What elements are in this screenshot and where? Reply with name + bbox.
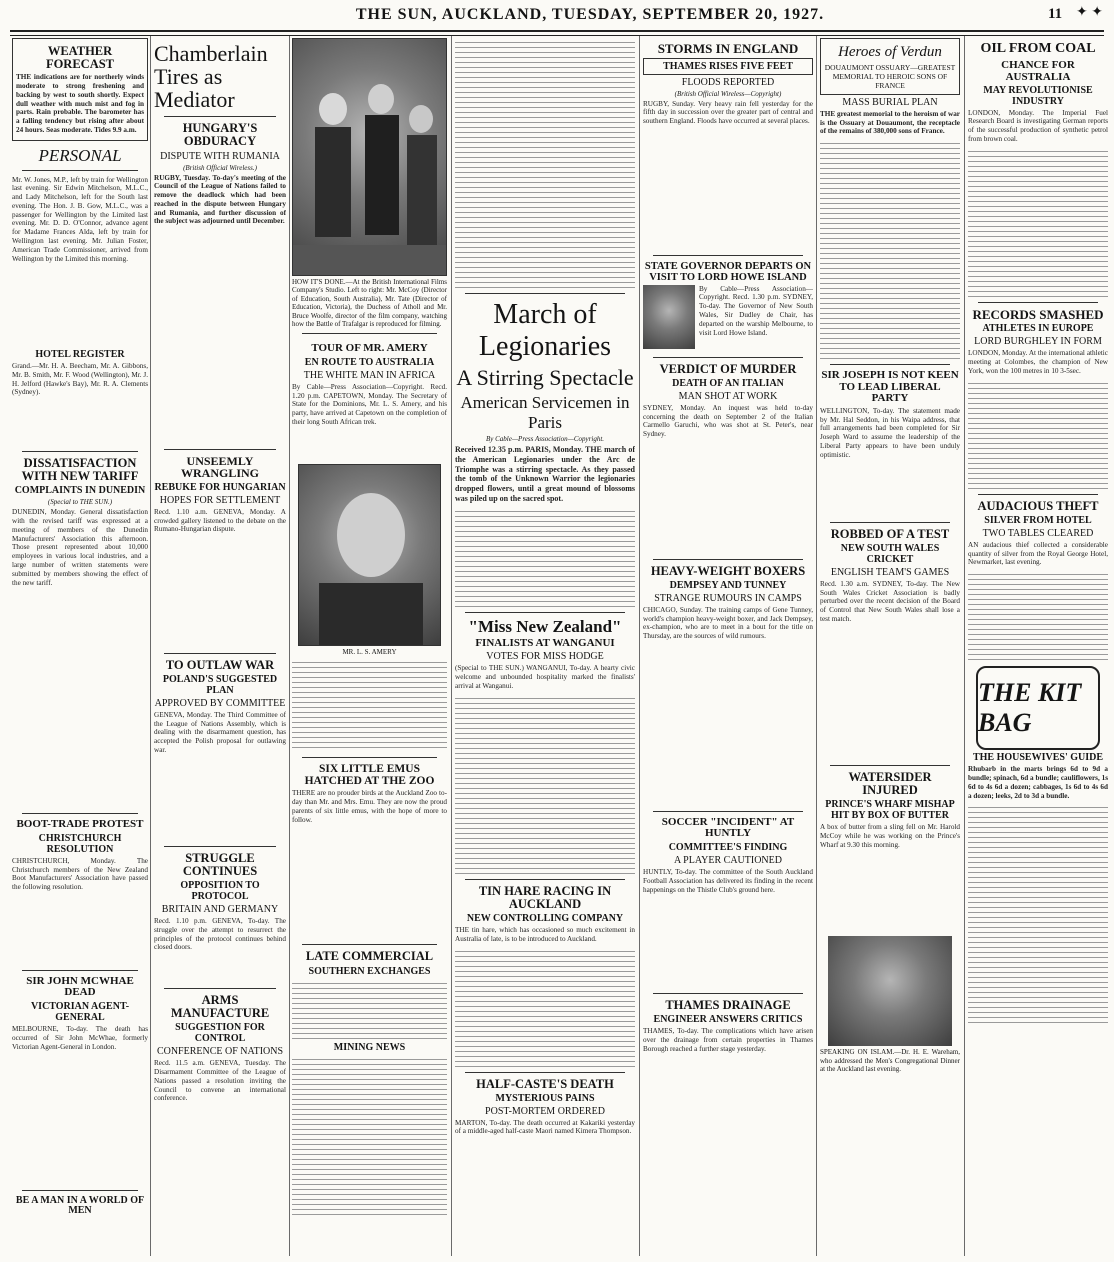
amery-deck-1: EN ROUTE TO AUSTRALIA xyxy=(304,356,435,368)
oil-deck-1: CHANCE FOR AUSTRALIA xyxy=(1001,58,1075,83)
missnz-body: (Special to THE SUN.) WANGANUI, To-day. A hearty civic welcome and unbounded hospitality marked the finalists' arrival at Wanganui. xyxy=(455,664,635,690)
page-number: 11 xyxy=(1048,6,1063,22)
oil-body: LONDON, Monday. The Imperial Fuel Research Board is investigating German reports of the successful production of synthetic petrol from brown coal. xyxy=(968,108,1108,144)
outlaw-deck-1: POLAND'S SUGGESTED PLAN xyxy=(162,673,278,696)
amery-portrait xyxy=(298,464,441,646)
divider xyxy=(164,116,276,117)
divider xyxy=(830,765,950,766)
divider xyxy=(22,170,138,171)
ornament-icon: ✦ ✦ xyxy=(1076,5,1103,20)
divider xyxy=(302,944,437,945)
thames-body: THAMES, To-day. The complications which have arisen over the drainage from certain properties in Thames Borough reached a further stage yesterday. xyxy=(643,1027,813,1053)
amery-body: By Cable—Press Association—Copyright. Recd. 1.20 p.m. CAPETOWN, Monday. The Secretary of State for the Dominions, Mr. L. S. Amery, and his party, have arrived at Capetown on the completion of their long South African trek. xyxy=(292,382,447,427)
sirjoseph-body: WELLINGTON, To-day. The statement made by Mr. Hal Seddon, in his Waipa address, that full arrangements had been completed for Sir Joseph Ward to assume the leadership of the Liberal Party appears to have been unduly optimistic. xyxy=(820,406,960,459)
chamberlain-body: RUGBY, Tuesday. To-day's meeting of the Council of the League of Nations failed to remove the deadlock which had been reached in the dispute between Hungary and Rumania, and further discussion of the subject was adjourned until December. xyxy=(154,173,286,226)
film-studio-caption: HOW IT'S DONE.—At the British International Films Company's Studio. Left to right: Mr. McCoy (Director of Education, South Australia), Mr. Tate (Director of Education, Victoria), the Duchess of Atholl and Mr. Bruce Woolfe, director of the film company, watching how the Battle of Trafalgar is reproduced for filming. xyxy=(292,278,447,328)
audacious-body: AN audacious thief collected a considerable quantity of silver from the Royal George Hotel, Newmarket, last evening. xyxy=(968,540,1108,567)
records-headline: RECORDS SMASHED xyxy=(972,306,1104,322)
robbed-deck-1: NEW SOUTH WALES CRICKET xyxy=(840,542,940,565)
column-divider xyxy=(816,36,817,1256)
amery-deck-2: THE WHITE MAN IN AFRICA xyxy=(303,369,436,381)
outlaw-deck-2: APPROVED BY COMMITTEE xyxy=(154,697,286,709)
robbed-deck-2: ENGLISH TEAM'S GAMES xyxy=(830,566,950,578)
wrangling-headline: UNSEEMLY WRANGLING xyxy=(180,453,259,481)
boot-body: CHRISTCHURCH, Monday. The Christchurch members of the New Zealand Boot Manufacturers' Association have passed the following resolution. xyxy=(12,856,148,892)
amery-section xyxy=(292,339,447,462)
verdun-box xyxy=(820,38,960,95)
mcwhae-headline: SIR JOHN MCWHAE DEAD xyxy=(26,974,134,999)
column-divider xyxy=(150,36,151,1256)
verdict-deck-2: MAN SHOT AT WORK xyxy=(678,390,778,402)
divider xyxy=(465,1072,625,1073)
wrangling-deck-1: REBUKE FOR HUNGARIAN xyxy=(154,481,286,493)
legionaries-byline: By Cable—Press Association—Copyright. xyxy=(485,435,605,443)
verdun-deck: DOUAUMONT OSSUARY—GREATEST MEMORIAL TO HEROIC SONS OF FRANCE xyxy=(824,62,956,90)
amery-portrait-figure xyxy=(299,465,440,645)
halfcaste-deck-2: POST-MORTEM ORDERED xyxy=(485,1105,605,1117)
waterside-deck: PRINCE'S WHARF MISHAP HIT BY BOX OF BUTTER xyxy=(825,799,955,822)
weather-box xyxy=(12,38,148,141)
governor-section xyxy=(643,285,813,352)
verdun-headline: Heroes of Verdun xyxy=(838,44,942,60)
divider xyxy=(22,1190,138,1191)
divider xyxy=(830,364,950,365)
missnz-deck-2: VOTES FOR MISS HODGE xyxy=(486,651,604,663)
records-deck-1: ATHLETES IN EUROPE xyxy=(982,323,1094,335)
column-6 xyxy=(820,38,960,1256)
tariff-deck: COMPLAINTS IN DUNEDIN xyxy=(14,485,146,497)
emus-headline: SIX LITTLE EMUS HATCHED AT THE ZOO xyxy=(304,763,435,788)
wareham-caption: SPEAKING ON ISLAM.—Dr. H. E. Wareham, who addressed the Men's Congregational Dinner at the Auckland last evening. xyxy=(820,1048,960,1073)
hare-body-lines xyxy=(455,947,635,1067)
halfcaste-headline: HALF-CASTE'S DEATH xyxy=(476,1076,614,1091)
mcwhae-deck: VICTORIAN AGENT-GENERAL xyxy=(30,1000,130,1023)
divider xyxy=(653,559,803,560)
kitbag-deck: THE HOUSEWIVES' GUIDE xyxy=(972,752,1104,764)
divider xyxy=(653,255,803,256)
tariff-byline: (Special to THE SUN.) xyxy=(47,498,113,507)
divider xyxy=(22,813,138,814)
arms-deck-1: SUGGESTION FOR CONTROL xyxy=(175,1022,265,1045)
column-2 xyxy=(154,38,286,1256)
struggle-deck-1: OPPOSITION TO PROTOCOL xyxy=(180,880,260,903)
legionaries-body-lines xyxy=(455,507,635,607)
personal-headline: PERSONAL xyxy=(38,145,122,165)
records-deck-2: LORD BURGHLEY IN FORM xyxy=(974,336,1102,348)
weather-body: THE indications are for northerly winds moderate to strong freshening and backing by west to south shortly. Expect dull weather with much mist and fog in parts. Rain probable. The barometer has a falling tendency but rising after about 24 hours. Seas moderate. Tides 9.9 a.m. xyxy=(16,73,144,134)
waterside-body: A box of butter from a sling fell on Mr. Harold McCoy while he was working on the Prince's Wharf at 9.30 this morning. xyxy=(820,823,960,849)
divider xyxy=(830,522,950,523)
men-headline: BE A MAN IN A WORLD OF MEN xyxy=(15,1194,145,1217)
chamberlain-deck-1: HUNGARY'S OBDURACY xyxy=(182,121,258,149)
arms-body: Recd. 11.5 a.m. GENEVA, Tuesday. The Disarmament Committee of the League of Nations passed a resolution inviting the Council to convene an international conference. xyxy=(154,1059,286,1103)
hare-deck: NEW CONTROLLING COMPANY xyxy=(466,912,624,924)
records-body: LONDON, Monday. At the international athletic meeting at Colombes, the champion of New York, won the 100 metres in 10 3-5sec. xyxy=(968,349,1108,376)
wareham-portrait xyxy=(828,936,952,1046)
records-body-lines xyxy=(968,379,1108,489)
oil-headline: OIL FROM COAL xyxy=(980,41,1096,56)
wrangling-body: Recd. 1.10 a.m. GENEVA, Monday. A crowded gallery listened to the debate on the Rumano-Hungarian dispute. xyxy=(154,507,286,534)
storms-byline: (British Official Wireless—Copyright) xyxy=(674,89,782,98)
column-divider xyxy=(451,36,452,1256)
struggle-headline: STRUGGLE CONTINUES xyxy=(182,850,258,878)
column-4 xyxy=(455,38,635,1256)
chamberlain-headline: Chamberlain Tires as Mediator xyxy=(154,41,268,113)
exchanges-body-lines xyxy=(292,979,447,1039)
storms-deck-2: FLOODS REPORTED xyxy=(681,76,775,88)
exchanges-deck: SOUTHERN EXCHANGES xyxy=(308,965,431,977)
column-5 xyxy=(643,38,813,1256)
emus-body: THERE are no prouder birds at the Auckland Zoo to-day than Mr. and Mrs. Emu. They are now the proud parents of six little emus, with the hope of more to follow. xyxy=(292,789,447,824)
weather-headline: WEATHER FORECAST xyxy=(45,44,115,72)
arms-deck-2: CONFERENCE OF NATIONS xyxy=(156,1046,284,1058)
audacious-body-lines xyxy=(968,570,1108,660)
heavy-body: CHICAGO, Sunday. The training camps of Gene Tunney, world's champion heavy-weight boxer, and Jack Dempsey, ex-champion, who are to meet in a bout for the title on Thursday, are the sources of wild rumours. xyxy=(643,605,813,641)
masthead-title: THE SUN, AUCKLAND, TUESDAY, SEPTEMBER 20, 1927. xyxy=(355,6,825,23)
hare-headline: TIN HARE RACING IN AUCKLAND xyxy=(478,883,612,911)
audacious-deck-1: SILVER FROM HOTEL xyxy=(984,514,1092,526)
boot-headline: BOOT-TRADE PROTEST xyxy=(16,818,144,831)
column-divider xyxy=(639,36,640,1256)
robbed-body: Recd. 1.30 a.m. SYDNEY, To-day. The New South Wales Cricket Association is badly perturbed over the recent decision of the Board of Control that New South Wales shall lose a test match. xyxy=(820,579,960,623)
column-1 xyxy=(12,38,148,1256)
oil-body-lines xyxy=(968,147,1108,297)
divider xyxy=(465,612,625,613)
exchanges-headline: LATE COMMERCIAL xyxy=(305,949,434,964)
halfcaste-body: MARTON, To-day. The death occurred at Kakariki yesterday of a middle-aged half-caste Maori named Kimera Thompson. xyxy=(455,1118,635,1136)
tariff-body: DUNEDIN, Monday. General dissatisfaction with the revised tariff was expressed at a meeting of members of the Dunedin Manufacturers' Association this afternoon. Those present represented about 10,000 employees in various local industries, and a large number of written statements were submitted by members showing the effect of the new tariff. xyxy=(12,508,148,587)
divider xyxy=(978,494,1098,495)
outlaw-headline: TO OUTLAW WAR xyxy=(165,657,275,672)
verdict-body: SYDNEY, Monday. An inquest was held to-day concerning the death on September 2 of the Italian Carmello Garuchi, who was shot at St. Peter's, near Sydney. xyxy=(643,403,813,439)
hotel-body: Grand.—Mr. H. A. Beecham, Mr. A. Gibbons, Mr. B. Smith, Mr. F. Wood (Wellington), Mr. J. H. Jelford (Hawke's Bay), Mr. R. A. Clements (Sydney). xyxy=(12,362,148,397)
soccer-body: HUNTLY, To-day. The committee of the South Auckland Football Association has delivered its finding in the recent happenings on the Thistle Club's ground here. xyxy=(643,868,813,894)
mining-body-lines xyxy=(292,1055,447,1215)
soccer-headline: SOCCER "INCIDENT" AT HUNTLY xyxy=(661,815,795,840)
halfcaste-deck-1: MYSTERIOUS PAINS xyxy=(495,1092,595,1104)
legionaries-subtitle: A Stirring Spectacle xyxy=(456,365,634,390)
kitbag-body: Rhubarb in the marts brings 6d to 9d a bundle; spinach, 6d a bundle; cauliflowers, 1s 6d to 4s 6d a dozen; cabbages, 1s 6d to 4s 6d a dozen; leeks, 2d to 3d a bundle. xyxy=(968,765,1108,800)
film-studio-photo xyxy=(292,38,447,276)
divider xyxy=(164,988,276,989)
divider xyxy=(164,846,276,847)
verdun-deck-2: MASS BURIAL PLAN xyxy=(842,96,938,108)
column-divider xyxy=(964,36,965,1256)
missnz-headline: "Miss New Zealand" xyxy=(468,616,622,636)
audacious-headline: AUDACIOUS THEFT xyxy=(977,498,1099,513)
legionaries-headline: March of Legionaries xyxy=(478,299,612,362)
missnz-body-lines xyxy=(455,694,635,874)
soccer-deck-2: A PLAYER CAUTIONED xyxy=(674,855,782,867)
divider xyxy=(164,449,276,450)
governor-body: By Cable—Press Association—Copyright. Recd. 1.30 p.m. SYDNEY, To-day. The Governor of New South Wales, Sir Dudley de Chair, has departed on the warship Melbourne, to visit Lord Howe Island. xyxy=(699,284,813,337)
audacious-deck-2: TWO TABLES CLEARED xyxy=(982,527,1094,539)
heavy-deck-2: STRANGE RUMOURS IN CAMPS xyxy=(654,592,802,604)
verdun-body-lines xyxy=(820,139,960,359)
thames-deck: ENGINEER ANSWERS CRITICS xyxy=(653,1014,803,1026)
missnz-deck-1: FINALISTS AT WANGANUI xyxy=(475,637,615,650)
column-7 xyxy=(968,38,1108,1256)
mcwhae-body: MELBOURNE, To-day. The death has occurred of Sir John McWhae, formerly Victorian Agent-General in London. xyxy=(12,1024,148,1051)
divider xyxy=(465,293,625,294)
storms-body: RUGBY, Sunday. Very heavy rain fell yesterday for the fifth day in succession over the greater part of central and southern England. Floods have occurred at several places. xyxy=(643,99,813,126)
amery-body-lines xyxy=(292,658,447,752)
kitbag-body-lines xyxy=(968,803,1108,1023)
sirjoseph-headline: SIR JOSEPH IS NOT KEEN TO LEAD LIBERAL PARTY xyxy=(821,369,959,405)
arms-headline: ARMS MANUFACTURE xyxy=(170,993,270,1021)
verdict-headline: VERDICT OF MURDER xyxy=(659,361,797,376)
verdun-body: THE greatest memorial to the heroism of war is the Ossuary at Douaumont, the receptacle of the remains of 380,000 sons of France. xyxy=(820,109,960,136)
personal-body: Mr. W. Jones, M.P., left by train for Wellington last evening. Sir Edwin Mitchelson, M.L.C., and Lady Mitchelson, left for the South last evening. The Hon. J. B. Gow, M.L.C., was a passenger for Wellington by the Limited last evening. Mr. D. D. O'Connor, advance agent for Madame Frances Alda, left by train for Wellington last evening. Mr. Julian Foster, American Trade Commissioner, arrived from Wellington by the Limited this morning. xyxy=(12,175,148,263)
soccer-deck-1: COMMITTEE'S FINDING xyxy=(668,842,788,854)
governor-headline: STATE GOVERNOR DEPARTS ON VISIT TO LORD HOWE ISLAND xyxy=(644,260,812,283)
divider xyxy=(22,451,138,452)
hotel-headline: HOTEL REGISTER xyxy=(35,348,125,360)
divider xyxy=(22,970,138,971)
hare-body: THE tin hare, which has occasioned so much excitement in Australia of late, is to be introduced to Auckland. xyxy=(455,925,635,943)
heavy-deck-1: DEMPSEY AND TUNNEY xyxy=(669,579,787,591)
column-4-upper-lines xyxy=(455,38,635,288)
verdict-deck-1: DEATH OF AN ITALIAN xyxy=(672,377,784,389)
waterside-headline: WATERSIDER INJURED xyxy=(848,769,932,797)
struggle-deck-2: BRITAIN AND GERMANY xyxy=(161,904,279,916)
chamberlain-deck-2: DISPUTE WITH RUMANIA xyxy=(160,150,280,162)
column-divider xyxy=(289,36,290,1256)
legionaries-body: Received 12.35 p.m. PARIS, Monday. THE march of the American Legionaries under the Arc de Triomphe was a stirring spectacle. As they passed the tomb of the Unknown Warrior the legionaries dropped flowers, until a great mound of blossoms was piled up on the sacred spot. xyxy=(455,445,635,503)
oil-deck-2: MAY REVOLUTIONISE INDUSTRY xyxy=(983,84,1093,107)
heavy-headline: HEAVY-WEIGHT BOXERS xyxy=(650,563,806,578)
divider xyxy=(653,811,803,812)
wrangling-deck-2: HOPES FOR SETTLEMENT xyxy=(159,494,281,506)
divider xyxy=(653,993,803,994)
outlaw-body: GENEVA, Monday. The Third Committee of the League of Nations Assembly, which is dealing with the disarmament question, has accepted the Polish proposal for outlawing war. xyxy=(154,710,286,754)
boot-deck: CHRISTCHURCH RESOLUTION xyxy=(38,832,122,855)
masthead xyxy=(0,0,1114,36)
thames-headline: THAMES DRAINAGE xyxy=(665,998,791,1013)
robbed-headline: ROBBED OF A TEST xyxy=(830,526,950,541)
governor-portrait xyxy=(643,285,695,349)
divider xyxy=(978,302,1098,303)
divider xyxy=(164,653,276,654)
tariff-headline: DISSATISFACTION WITH NEW TARIFF xyxy=(21,456,139,484)
divider xyxy=(653,357,803,358)
storms-deck-1: THAMES RISES FIVE FEET xyxy=(643,58,813,75)
divider xyxy=(302,333,437,334)
chamberlain-byline: (British Official Wireless.) xyxy=(183,163,257,172)
divider xyxy=(465,879,625,880)
kitbag-illustration: THE KIT BAG xyxy=(976,666,1100,750)
divider xyxy=(302,757,437,758)
mining-headline: MINING NEWS xyxy=(333,1041,406,1053)
struggle-body: Recd. 1.10 p.m. GENEVA, To-day. The struggle over the attempt to resurrect the principles of the protocol continues behind closed doors. xyxy=(154,917,286,952)
column-3 xyxy=(292,38,447,1256)
amery-caption: MR. L. S. AMERY xyxy=(342,647,397,656)
film-studio-photo-figures xyxy=(293,39,447,275)
masthead-rule xyxy=(10,30,1104,36)
storms-headline: STORMS IN ENGLAND xyxy=(657,41,799,56)
legionaries-subtitle-2: American Servicemen in Paris xyxy=(460,393,630,432)
amery-headline: TOUR OF MR. AMERY xyxy=(311,342,428,355)
